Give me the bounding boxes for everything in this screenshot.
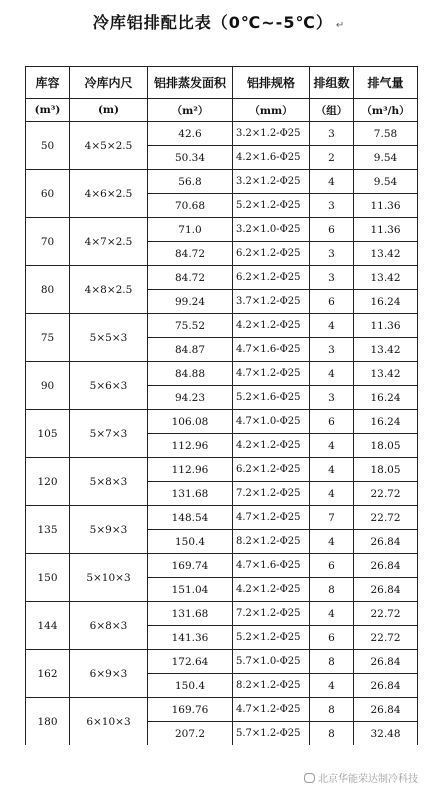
displacement-cell: 16.24 xyxy=(354,290,418,314)
header-group-count: 排组数 xyxy=(310,67,354,99)
room-size-cell: 5×7×3 xyxy=(70,410,148,458)
group-count-cell: 7 xyxy=(310,506,354,530)
coil-spec-cell: 5.7×1.2-Φ25 xyxy=(233,722,310,746)
displacement-cell: 18.05 xyxy=(354,458,418,482)
evaporator-area-cell: 131.68 xyxy=(148,602,233,626)
capacity-cell: 80 xyxy=(26,266,70,314)
coil-spec-cell: 3.7×1.2-Φ25 xyxy=(233,290,310,314)
coil-spec-cell: 4.7×1.6-Φ25 xyxy=(233,338,310,362)
header-coil-spec: 铝排规格 xyxy=(233,67,310,99)
capacity-cell: 135 xyxy=(26,506,70,554)
coil-spec-cell: 4.2×1.2-Φ25 xyxy=(233,578,310,602)
displacement-cell: 22.72 xyxy=(354,482,418,506)
room-size-cell: 6×8×3 xyxy=(70,602,148,650)
group-count-cell: 3 xyxy=(310,338,354,362)
table-row xyxy=(26,410,418,434)
capacity-cell: 120 xyxy=(26,458,70,506)
evaporator-area-cell: 151.04 xyxy=(148,578,233,602)
coil-spec-cell: 7.2×1.2-Φ25 xyxy=(233,482,310,506)
displacement-cell: 13.42 xyxy=(354,362,418,386)
group-count-cell: 6 xyxy=(310,290,354,314)
table-row xyxy=(26,650,418,674)
coil-spec-cell: 3.2×1.0-Φ25 xyxy=(233,218,310,242)
capacity-cell: 50 xyxy=(26,122,70,170)
paragraph-mark-icon: ↵ xyxy=(335,20,346,31)
group-count-cell: 4 xyxy=(310,530,354,554)
capacity-cell: 70 xyxy=(26,218,70,266)
displacement-cell: 22.72 xyxy=(354,626,418,650)
group-count-cell: 3 xyxy=(310,266,354,290)
room-size-cell: 4×7×2.5 xyxy=(70,218,148,266)
displacement-cell: 22.72 xyxy=(354,602,418,626)
evaporator-area-cell: 150.4 xyxy=(148,530,233,554)
evaporator-area-cell: 172.64 xyxy=(148,650,233,674)
unit-room-size: (m) xyxy=(70,99,148,122)
displacement-cell: 9.54 xyxy=(354,170,418,194)
group-count-cell: 4 xyxy=(310,362,354,386)
group-count-cell: 4 xyxy=(310,674,354,698)
page-title xyxy=(0,10,438,33)
capacity-cell: 180 xyxy=(26,698,70,746)
table-body xyxy=(26,122,418,746)
evaporator-area-cell: 131.68 xyxy=(148,482,233,506)
coil-spec-cell: 6.2×1.2-Φ25 xyxy=(233,242,310,266)
group-count-cell: 6 xyxy=(310,410,354,434)
coil-spec-cell: 6.2×1.2-Φ25 xyxy=(233,458,310,482)
title-text: 冷库铝排配比表（0℃~-5℃） xyxy=(92,13,333,32)
room-size-cell: 6×9×3 xyxy=(70,650,148,698)
room-size-cell: 5×10×3 xyxy=(70,554,148,602)
displacement-cell: 26.84 xyxy=(354,530,418,554)
group-count-cell: 3 xyxy=(310,386,354,410)
displacement-cell: 13.42 xyxy=(354,266,418,290)
header-capacity: 库容 xyxy=(26,67,70,99)
room-size-cell: 4×6×2.5 xyxy=(70,170,148,218)
displacement-cell: 7.58 xyxy=(354,122,418,146)
group-count-cell: 6 xyxy=(310,218,354,242)
coil-spec-cell: 4.7×1.2-Φ25 xyxy=(233,698,310,722)
header-room-size: 冷库内尺 xyxy=(70,67,148,99)
group-count-cell: 6 xyxy=(310,554,354,578)
table-row xyxy=(26,506,418,530)
group-count-cell: 8 xyxy=(310,650,354,674)
table-row xyxy=(26,362,418,386)
coil-spec-cell: 5.2×1.2-Φ25 xyxy=(233,626,310,650)
evaporator-area-cell: 148.54 xyxy=(148,506,233,530)
wechat-icon xyxy=(304,773,315,783)
coil-spec-cell: 3.2×1.2-Φ25 xyxy=(233,122,310,146)
units-row xyxy=(26,99,418,122)
displacement-cell: 11.36 xyxy=(354,314,418,338)
displacement-cell: 32.48 xyxy=(354,722,418,746)
group-count-cell: 3 xyxy=(310,194,354,218)
group-count-cell: 2 xyxy=(310,146,354,170)
evaporator-area-cell: 112.96 xyxy=(148,458,233,482)
unit-displacement: （m³/h） xyxy=(354,99,418,122)
table-row xyxy=(26,602,418,626)
table-row xyxy=(26,218,418,242)
evaporator-area-cell: 84.88 xyxy=(148,362,233,386)
evaporator-area-cell: 84.72 xyxy=(148,242,233,266)
evaporator-area-cell: 75.52 xyxy=(148,314,233,338)
evaporator-area-cell: 169.76 xyxy=(148,698,233,722)
group-count-cell: 8 xyxy=(310,698,354,722)
group-count-cell: 4 xyxy=(310,314,354,338)
header-evaporator-area: 铝排蒸发面积 xyxy=(148,67,233,99)
evaporator-area-cell: 71.0 xyxy=(148,218,233,242)
room-size-cell: 4×8×2.5 xyxy=(70,266,148,314)
evaporator-area-cell: 106.08 xyxy=(148,410,233,434)
group-count-cell: 4 xyxy=(310,170,354,194)
coil-spec-cell: 7.2×1.2-Φ25 xyxy=(233,602,310,626)
displacement-cell: 18.05 xyxy=(354,434,418,458)
evaporator-area-cell: 99.24 xyxy=(148,290,233,314)
unit-evaporator-area: （m²） xyxy=(148,99,233,122)
aluminum-coil-ratio-table xyxy=(25,66,418,745)
group-count-cell: 4 xyxy=(310,458,354,482)
unit-capacity: (m³) xyxy=(26,99,70,122)
group-count-cell: 6 xyxy=(310,626,354,650)
displacement-cell: 22.72 xyxy=(354,506,418,530)
evaporator-area-cell: 70.68 xyxy=(148,194,233,218)
coil-spec-cell: 5.2×1.2-Φ25 xyxy=(233,194,310,218)
table-row xyxy=(26,122,418,146)
displacement-cell: 26.84 xyxy=(354,578,418,602)
displacement-cell: 26.84 xyxy=(354,698,418,722)
unit-coil-spec: （mm） xyxy=(233,99,310,122)
evaporator-area-cell: 42.6 xyxy=(148,122,233,146)
capacity-cell: 90 xyxy=(26,362,70,410)
header-row xyxy=(26,67,418,99)
coil-spec-cell: 4.7×1.2-Φ25 xyxy=(233,506,310,530)
capacity-cell: 150 xyxy=(26,554,70,602)
evaporator-area-cell: 50.34 xyxy=(148,146,233,170)
coil-spec-cell: 4.2×1.2-Φ25 xyxy=(233,434,310,458)
coil-spec-cell: 8.2×1.2-Φ25 xyxy=(233,674,310,698)
displacement-cell: 26.84 xyxy=(354,554,418,578)
displacement-cell: 13.42 xyxy=(354,338,418,362)
capacity-cell: 75 xyxy=(26,314,70,362)
capacity-cell: 162 xyxy=(26,650,70,698)
displacement-cell: 26.84 xyxy=(354,674,418,698)
capacity-cell: 144 xyxy=(26,602,70,650)
displacement-cell: 26.84 xyxy=(354,650,418,674)
coil-spec-cell: 4.7×1.6-Φ25 xyxy=(233,554,310,578)
table-row xyxy=(26,554,418,578)
displacement-cell: 13.42 xyxy=(354,242,418,266)
evaporator-area-cell: 56.8 xyxy=(148,170,233,194)
evaporator-area-cell: 84.72 xyxy=(148,266,233,290)
coil-spec-cell: 4.7×1.2-Φ25 xyxy=(233,362,310,386)
evaporator-area-cell: 84.87 xyxy=(148,338,233,362)
coil-spec-cell: 5.2×1.6-Φ25 xyxy=(233,386,310,410)
group-count-cell: 8 xyxy=(310,578,354,602)
coil-spec-cell: 5.7×1.0-Φ25 xyxy=(233,650,310,674)
evaporator-area-cell: 207.2 xyxy=(148,722,233,746)
coil-spec-cell: 8.2×1.2-Φ25 xyxy=(233,530,310,554)
unit-group-count: （组） xyxy=(310,99,354,122)
room-size-cell: 5×9×3 xyxy=(70,506,148,554)
group-count-cell: 3 xyxy=(310,242,354,266)
group-count-cell: 4 xyxy=(310,602,354,626)
displacement-cell: 16.24 xyxy=(354,386,418,410)
group-count-cell: 4 xyxy=(310,434,354,458)
room-size-cell: 6×10×3 xyxy=(70,698,148,746)
coil-spec-cell: 4.7×1.0-Φ25 xyxy=(233,410,310,434)
table-row xyxy=(26,314,418,338)
table-row xyxy=(26,170,418,194)
displacement-cell: 16.24 xyxy=(354,410,418,434)
evaporator-area-cell: 141.36 xyxy=(148,626,233,650)
capacity-cell: 105 xyxy=(26,410,70,458)
watermark-text: 北京华能荣达制冷科技 xyxy=(318,774,418,785)
group-count-cell: 8 xyxy=(310,722,354,746)
displacement-cell: 11.36 xyxy=(354,194,418,218)
group-count-cell: 3 xyxy=(310,122,354,146)
evaporator-area-cell: 94.23 xyxy=(148,386,233,410)
capacity-cell: 60 xyxy=(26,170,70,218)
table-row xyxy=(26,458,418,482)
room-size-cell: 5×6×3 xyxy=(70,362,148,410)
table-row xyxy=(26,698,418,722)
coil-spec-cell: 6.2×1.2-Φ25 xyxy=(233,266,310,290)
coil-spec-cell: 4.2×1.2-Φ25 xyxy=(233,314,310,338)
table-row xyxy=(26,266,418,290)
header-displacement: 排气量 xyxy=(354,67,418,99)
coil-spec-cell: 4.2×1.6-Φ25 xyxy=(233,146,310,170)
coil-spec-cell: 3.2×1.2-Φ25 xyxy=(233,170,310,194)
room-size-cell: 4×5×2.5 xyxy=(70,122,148,170)
evaporator-area-cell: 150.4 xyxy=(148,674,233,698)
displacement-cell: 11.36 xyxy=(354,218,418,242)
group-count-cell: 4 xyxy=(310,482,354,506)
room-size-cell: 5×5×3 xyxy=(70,314,148,362)
evaporator-area-cell: 169.74 xyxy=(148,554,233,578)
evaporator-area-cell: 112.96 xyxy=(148,434,233,458)
room-size-cell: 5×8×3 xyxy=(70,458,148,506)
displacement-cell: 9.54 xyxy=(354,146,418,170)
watermark xyxy=(304,770,418,785)
